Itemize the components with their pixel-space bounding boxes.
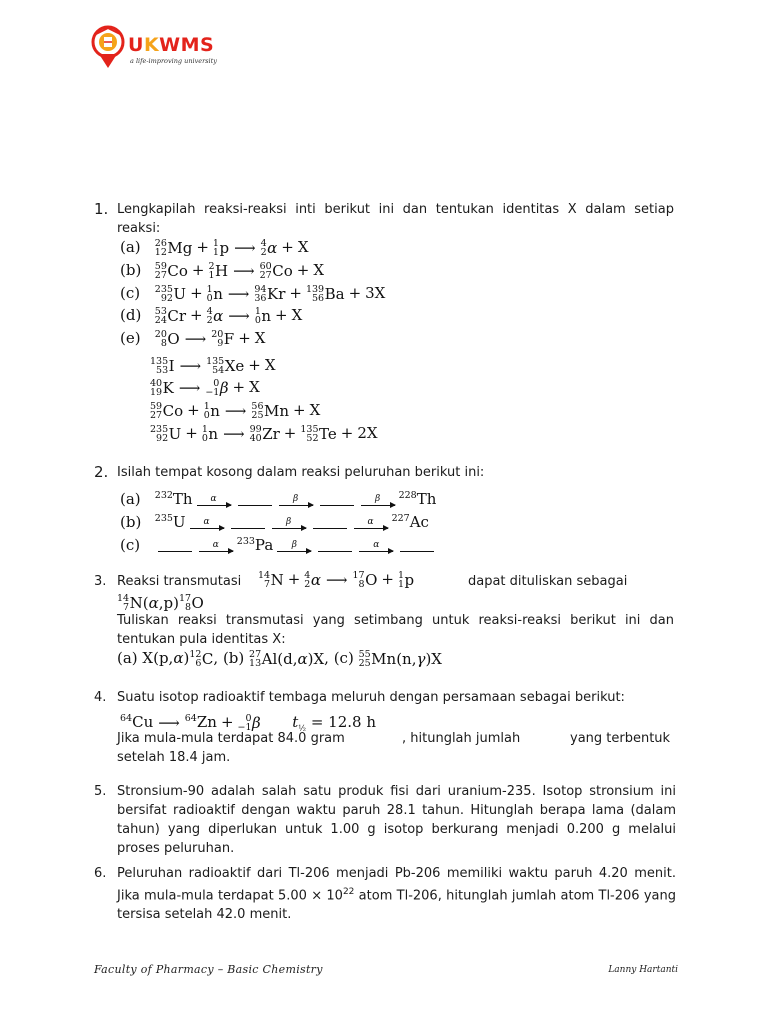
- question-5: [94, 782, 676, 862]
- reaction-a: (a) 26 12 Mg + 1 1 p ⟶ 4 2 α + X: [120, 238, 309, 258]
- logo-emblem-icon: [90, 24, 126, 70]
- university-logo: [90, 24, 220, 70]
- question-number: 3.: [94, 574, 107, 589]
- footer-course: Faculty of Pharmacy – Basic Chemistry: [94, 963, 323, 976]
- question-number: 2.: [94, 463, 109, 481]
- transmutation-example: 14 7 N + 4 2 α ⟶ 17 8 O + 1 1 p: [258, 570, 415, 590]
- question-text: Lengkapilah reaksi-reaksi inti berikut ini dan tentukan identitas X dalam setiap reaksi:: [117, 202, 674, 236]
- footer-author: Lanny Hartanti: [608, 965, 678, 975]
- reaction-e: (e) 20 8 O ⟶ 20 9 F + X: [120, 329, 266, 349]
- question-3-text-c: Tuliskan reaksi transmutasi yang setimbang untuk reaksi-reaksi berikut ini dan tentukan pula identitas X:: [117, 613, 674, 647]
- question-number: 1.: [94, 200, 109, 218]
- question-4-text-c: setelah 18.4 jam.: [117, 750, 231, 765]
- question-4: [94, 688, 674, 708]
- question-text-a: Suatu isotop radioaktif tembaga meluruh dengan persamaan sebagai berikut:: [117, 690, 625, 705]
- reaction-e2: 135 53 I ⟶ 135 54 Xe + X: [150, 356, 276, 376]
- reaction-b: (b) 59 27 Co + 2 1 H ⟶ 60 27 Co + X: [120, 261, 324, 281]
- decay-chain-a: (a) $^{232}$Th α β β $^{228}$Th: [120, 490, 437, 508]
- question-2: [94, 463, 674, 483]
- logo-tagline: a life-improving university: [130, 57, 217, 65]
- question-number: 6.: [94, 866, 107, 881]
- logo-wordmark: UKWMS: [128, 34, 215, 56]
- question-text: Peluruhan radioaktif dari Tl-206 menjadi Pb-206 memiliki waktu paruh 4.20 menit. Jika mula-mula terdapat $5.00 \times 10^{22}$ atom Tl-206, hitunglah jumlah atom Tl-206 yang tersisa setelah 42.0 menit.: [117, 866, 676, 923]
- reaction-d: (d) 53 24 Cr + 4 2 α ⟶ 1 0 n + X: [120, 306, 303, 326]
- reaction-c: (c) 235 92 U + 1 0 n ⟶ 94 36 Kr + 139 56 Ba + 3X: [120, 284, 386, 304]
- question-4-text-b: Jika mula-mula terdapat 84.0 gram , hitunglah jumlah yang terbentuk: [117, 731, 671, 746]
- decay-chain-b: (b) $^{235}$U α β α $^{227}$Ac: [120, 513, 429, 531]
- transmutation-notation: 14 7 N(α,p) 17 8 O: [117, 593, 204, 613]
- question-text: Stronsium-90 adalah salah satu produk fisi dari uranium-235. Isotop stronsium ini bersifat radioaktif dengan waktu paruh 28.1 tahun. Hitunglah berapa lama (dalam tahun) yang diperlukan untuk 1.00 g isotop berkurang menjadi 0.200 g melalui proses peluruhan.: [117, 784, 676, 856]
- reaction-e5: 235 92 U + 1 0 n ⟶ 99 40 Zr + 135 52 Te + 2X: [150, 424, 378, 444]
- reaction-e4: 59 27 Co + 1 0 n ⟶ 56 25 Mn + X: [150, 401, 321, 421]
- reaction-e3: 40 19 K ⟶ 0 −1 β + X: [150, 378, 260, 398]
- question-3-text-b: dapat dituliskan sebagai: [468, 574, 628, 589]
- question-number: 5.: [94, 784, 107, 799]
- question-number: 4.: [94, 690, 107, 705]
- copper-decay-equation: $^{64}$Cu ⟶ $^{64}$Zn + 0 −1 β $t_{\frac{1}{2}} = 12.8$ h: [120, 713, 377, 733]
- question-6: [94, 864, 676, 924]
- question-text-a: Reaksi transmutasi: [117, 574, 242, 589]
- decay-chain-c: (c) α $^{233}$Pa β α: [120, 531, 437, 556]
- transmutation-tasks: (a) X(p,α) 12 6 C , (b) 27 13 Al(d,α)X , (c) 55 25 Mn(n,γ)X: [117, 649, 442, 669]
- question-1: [94, 200, 674, 240]
- question-text: Isilah tempat kosong dalam reaksi peluruhan berikut ini:: [117, 465, 485, 480]
